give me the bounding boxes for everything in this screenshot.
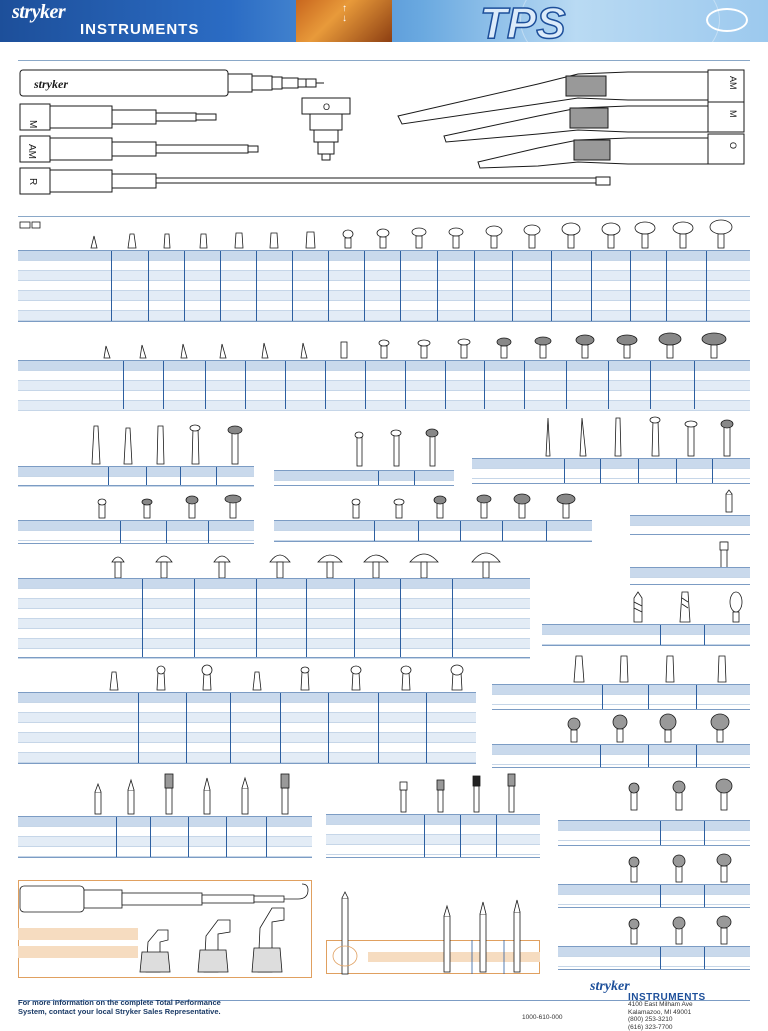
svg-text:AM: AM xyxy=(728,76,738,90)
bur-icon xyxy=(377,229,389,248)
perforator-illustration xyxy=(18,880,312,978)
bur-table-6b xyxy=(492,684,750,710)
footplate-attachment xyxy=(198,920,230,972)
bur-icon xyxy=(426,429,438,466)
bur-icon xyxy=(535,337,551,358)
bur-icon xyxy=(580,418,586,456)
bur-table-4a xyxy=(18,520,254,544)
bur-icon xyxy=(262,343,268,358)
bur-icon xyxy=(574,656,584,682)
bur-icon xyxy=(301,343,307,358)
bur-icon xyxy=(202,665,212,690)
bur-icon xyxy=(142,499,152,518)
bur-icon xyxy=(673,781,685,810)
attachment-am xyxy=(20,136,258,162)
bur-icon xyxy=(451,665,463,690)
bur-table-7c xyxy=(558,820,750,846)
bur-icon xyxy=(242,778,248,814)
bur-icon xyxy=(352,499,360,518)
bur-icon xyxy=(190,425,200,464)
bur-table-3b xyxy=(274,470,454,486)
bur-row-2 xyxy=(18,330,750,360)
bur-icon xyxy=(635,222,655,248)
bur-icon xyxy=(394,499,404,518)
bur-icon xyxy=(629,919,639,944)
bur-icon xyxy=(718,656,726,682)
perforator-handpiece xyxy=(20,884,308,912)
bur-icon xyxy=(721,420,733,456)
bur-icon xyxy=(508,774,515,812)
bur-icon xyxy=(576,335,594,358)
footer-brand-name: stryker xyxy=(590,979,630,994)
bur-icon xyxy=(104,346,110,358)
bur-icon xyxy=(472,553,500,578)
bur-icon xyxy=(156,556,172,578)
bur-icon xyxy=(685,421,697,456)
drill-icon xyxy=(680,592,690,622)
bur-icon xyxy=(164,234,170,248)
bur-icon xyxy=(418,340,430,358)
bur-icon xyxy=(412,228,426,248)
bur-icon xyxy=(228,426,242,464)
bur-icon xyxy=(497,338,511,358)
bur-icon xyxy=(615,418,621,456)
bur-icon xyxy=(128,780,134,814)
part-number: 1000-610-000 xyxy=(522,1014,563,1021)
bur-icon xyxy=(91,236,97,248)
bur-icon xyxy=(165,774,173,814)
bur-icon xyxy=(204,778,210,814)
bur-icon xyxy=(620,656,628,682)
bur-icon xyxy=(95,784,101,814)
svg-text:O: O xyxy=(728,142,738,150)
bur-icon xyxy=(717,916,731,944)
bur-icon xyxy=(546,418,550,456)
bur-icon xyxy=(410,554,438,578)
bur-icon xyxy=(343,230,353,248)
bur-icon xyxy=(281,774,289,814)
bur-icon xyxy=(301,667,309,690)
bur-icon xyxy=(557,494,575,518)
angled-attachment-m xyxy=(444,102,744,142)
bur-icon xyxy=(92,426,100,464)
bur-icon xyxy=(659,333,681,358)
bur-icon xyxy=(486,226,502,248)
bur-icon xyxy=(458,339,470,358)
bur-icon xyxy=(711,714,729,742)
bur-icon xyxy=(124,428,132,464)
bur-icon xyxy=(181,344,187,358)
bit-icon xyxy=(444,906,450,972)
bur-icon xyxy=(673,917,685,944)
address-line: Kalamazoo, MI 49001 xyxy=(628,1008,692,1016)
brand-logo xyxy=(12,2,199,38)
bur-table-5 xyxy=(18,578,530,658)
phone-line: (800) 253-3210 xyxy=(628,1016,673,1024)
bur-icon xyxy=(613,715,627,742)
bur-icon xyxy=(391,430,401,466)
bur-table-7a xyxy=(18,816,312,858)
drill-table xyxy=(542,624,750,646)
right-bur-table-b xyxy=(558,946,750,970)
bur-icon xyxy=(477,495,491,518)
bur-icon xyxy=(437,780,444,812)
divider xyxy=(18,60,750,61)
bur-icon xyxy=(726,490,732,512)
bur-icon xyxy=(128,234,136,248)
bur-icon xyxy=(562,223,580,248)
footer-info: For more information on the complete Total Performance System, contact your local Stryker Sales Representative. xyxy=(18,998,221,1016)
phone-line: (616) 323-7700 xyxy=(628,1023,673,1031)
svg-text:M: M xyxy=(728,110,738,118)
bur-icon xyxy=(473,776,480,812)
bur-icon xyxy=(617,335,637,358)
angled-attachment-o xyxy=(478,134,744,168)
bur-icon xyxy=(214,556,230,578)
svg-text:R: R xyxy=(27,178,38,186)
bur-icon xyxy=(364,555,388,578)
drill-icon xyxy=(730,592,742,622)
handpiece-illustrations xyxy=(18,64,750,204)
bur-icon xyxy=(270,555,290,578)
header-banner xyxy=(0,0,768,48)
bur-icon xyxy=(568,718,580,742)
bur-icon xyxy=(112,557,124,578)
shaded-bur-row xyxy=(492,712,750,744)
svg-text:stryker: stryker xyxy=(34,77,68,91)
bur-table-4b xyxy=(274,520,592,542)
bur-icon xyxy=(110,672,118,690)
bur-icon xyxy=(524,225,540,248)
bit-icon xyxy=(480,902,486,972)
bur-icon xyxy=(270,233,278,248)
bur-table-6 xyxy=(18,692,476,764)
footer-address xyxy=(628,1001,693,1031)
collet-o xyxy=(302,98,350,160)
bur-icon xyxy=(629,783,639,810)
svg-text:O: O xyxy=(323,102,331,112)
bur-icon xyxy=(225,495,241,518)
bur-icon xyxy=(157,666,165,690)
svg-text:TPS: TPS xyxy=(480,0,566,48)
bur-icon xyxy=(220,344,226,358)
bur-icon xyxy=(449,228,463,248)
bur-icon xyxy=(253,672,261,690)
bur-table-5b xyxy=(630,567,750,585)
main-handpiece xyxy=(20,70,324,96)
drill-row xyxy=(542,588,752,624)
bur-icon xyxy=(717,854,731,882)
brand-name: stryker xyxy=(12,1,66,23)
bur-icon xyxy=(673,222,693,248)
bur-row-1 xyxy=(18,218,750,250)
bur-icon xyxy=(514,494,530,518)
bur-table-2 xyxy=(18,360,750,410)
bur-table-1 xyxy=(18,250,750,322)
right-bur-row-b xyxy=(558,912,750,946)
bur-icon xyxy=(186,496,198,518)
bur-icon xyxy=(702,333,726,358)
footplate-attachment xyxy=(252,908,284,972)
banner-photo xyxy=(296,0,392,42)
bur-row-7 xyxy=(18,772,750,816)
bur-icon xyxy=(673,855,685,882)
divider xyxy=(18,216,750,217)
attachment-m xyxy=(20,104,216,130)
address-line: 4100 East Milham Ave xyxy=(628,1001,693,1008)
bur-icon xyxy=(157,426,164,464)
bur-table-7b xyxy=(326,814,540,858)
bur-icon xyxy=(355,432,363,466)
bur-icon xyxy=(351,666,361,690)
bur-icon xyxy=(602,223,620,248)
bur-icon xyxy=(401,666,411,690)
tps-logo xyxy=(470,0,700,48)
banner-oval-icon xyxy=(706,8,748,32)
bur-icon xyxy=(98,499,106,518)
footer-brand-division: INSTRUMENTS xyxy=(628,992,706,1003)
bur-icon xyxy=(434,496,446,518)
attachment-r xyxy=(20,168,610,194)
bur-icon xyxy=(650,417,660,456)
footplate-attachment xyxy=(140,930,170,972)
bur-icon xyxy=(306,232,315,248)
bur-icon xyxy=(341,342,347,358)
bit-icon xyxy=(342,892,348,974)
svg-text:M: M xyxy=(27,120,38,129)
bur-icon xyxy=(200,234,207,248)
footer-logo xyxy=(590,980,706,1003)
bur-icon xyxy=(710,220,732,248)
bur-icon xyxy=(318,555,342,578)
right-bur-row-a xyxy=(558,850,750,884)
bur-icon xyxy=(666,656,674,682)
bur-icon xyxy=(716,779,732,810)
drill-icon xyxy=(634,592,642,622)
small-icon xyxy=(20,222,40,228)
brand-division: INSTRUMENTS xyxy=(80,21,200,38)
bur-table-3a xyxy=(18,466,254,486)
bur-table-4c xyxy=(630,515,750,535)
svg-text:AM: AM xyxy=(26,144,37,159)
bur-icon xyxy=(660,714,676,742)
bottom-middle-bits xyxy=(326,890,540,976)
bur-icon xyxy=(235,233,243,248)
bur-icon xyxy=(379,340,389,358)
bur-table-3c xyxy=(472,458,750,484)
bur-icon xyxy=(400,782,407,812)
bur-icon xyxy=(720,542,728,570)
bur-icon xyxy=(629,857,639,882)
arrow-up-icon: ↑ ↓ xyxy=(342,3,347,24)
shaded-bur-table xyxy=(492,744,750,768)
bit-icon xyxy=(514,900,520,972)
bur-icon xyxy=(140,345,146,358)
right-bur-table-a xyxy=(558,884,750,908)
